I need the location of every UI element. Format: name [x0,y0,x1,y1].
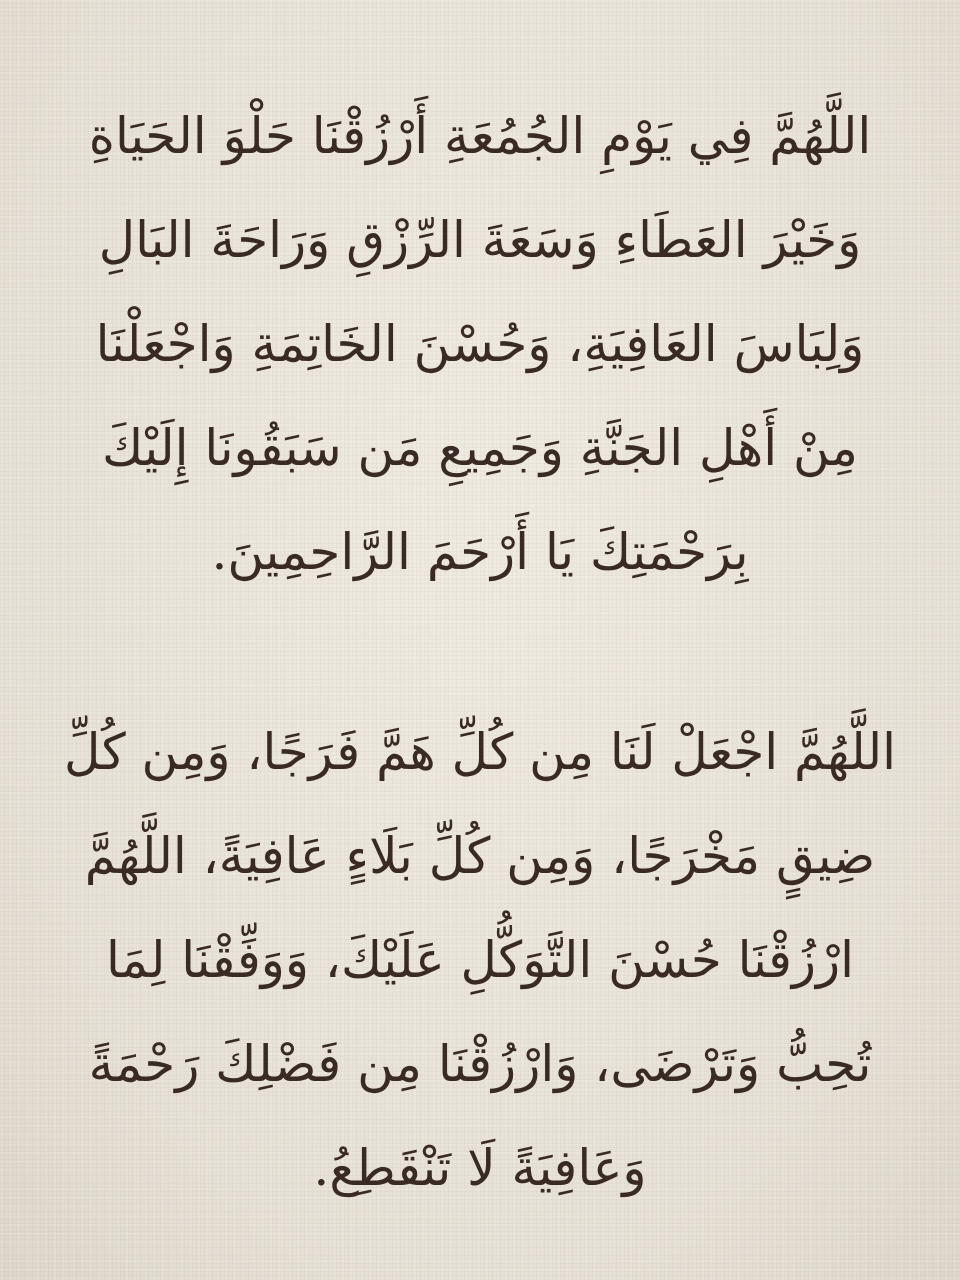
text-line: اللَّهُمَّ اجْعَلْ لَنَا مِن كُلِّ هَمَّ فَرَجًا، وَمِن كُلِّ [63,723,897,781]
text-line: اللَّهُمَّ فِي يَوْمِ الجُمُعَةِ أَرْزُقْنَا حَلْوَ الحَيَاةِ [88,107,872,165]
text-line: وَعَافِيَةً لَا تَنْقَطِعُ. [313,1139,647,1197]
text-line: وَخَيْرَ العَطَاءِ وَسَعَةَ الرِّزْقِ وَرَاحَةَ البَالِ [98,211,862,269]
text-line: تُحِبُّ وَتَرْضَى، وَارْزُقْنَا مِن فَضْلِكَ رَحْمَةً [88,1035,872,1093]
text-line: بِرَحْمَتِكَ يَا أَرْحَمَ الرَّاحِمِينَ. [211,523,749,581]
dua-paragraph-relief [60,700,900,1220]
text-line: مِنْ أَهْلِ الجَنَّةِ وَجَمِيعِ مَن سَبَقُونَا إِلَيْكَ [102,419,858,477]
text-line: وَلِبَاسَ العَافِيَةِ، وَحُسْنَ الخَاتِمَةِ وَاجْعَلْنَا [95,315,865,373]
dua-paragraph-friday [60,84,900,604]
text-line: ارْزُقْنَا حُسْنَ التَّوَكُّلِ عَلَيْكَ، وَوَفِّقْنَا لِمَا [105,931,855,989]
text-line: ضِيقٍ مَخْرَجًا، وَمِن كُلِّ بَلَاءٍ عَافِيَةً، اللَّهُمَّ [84,827,876,885]
